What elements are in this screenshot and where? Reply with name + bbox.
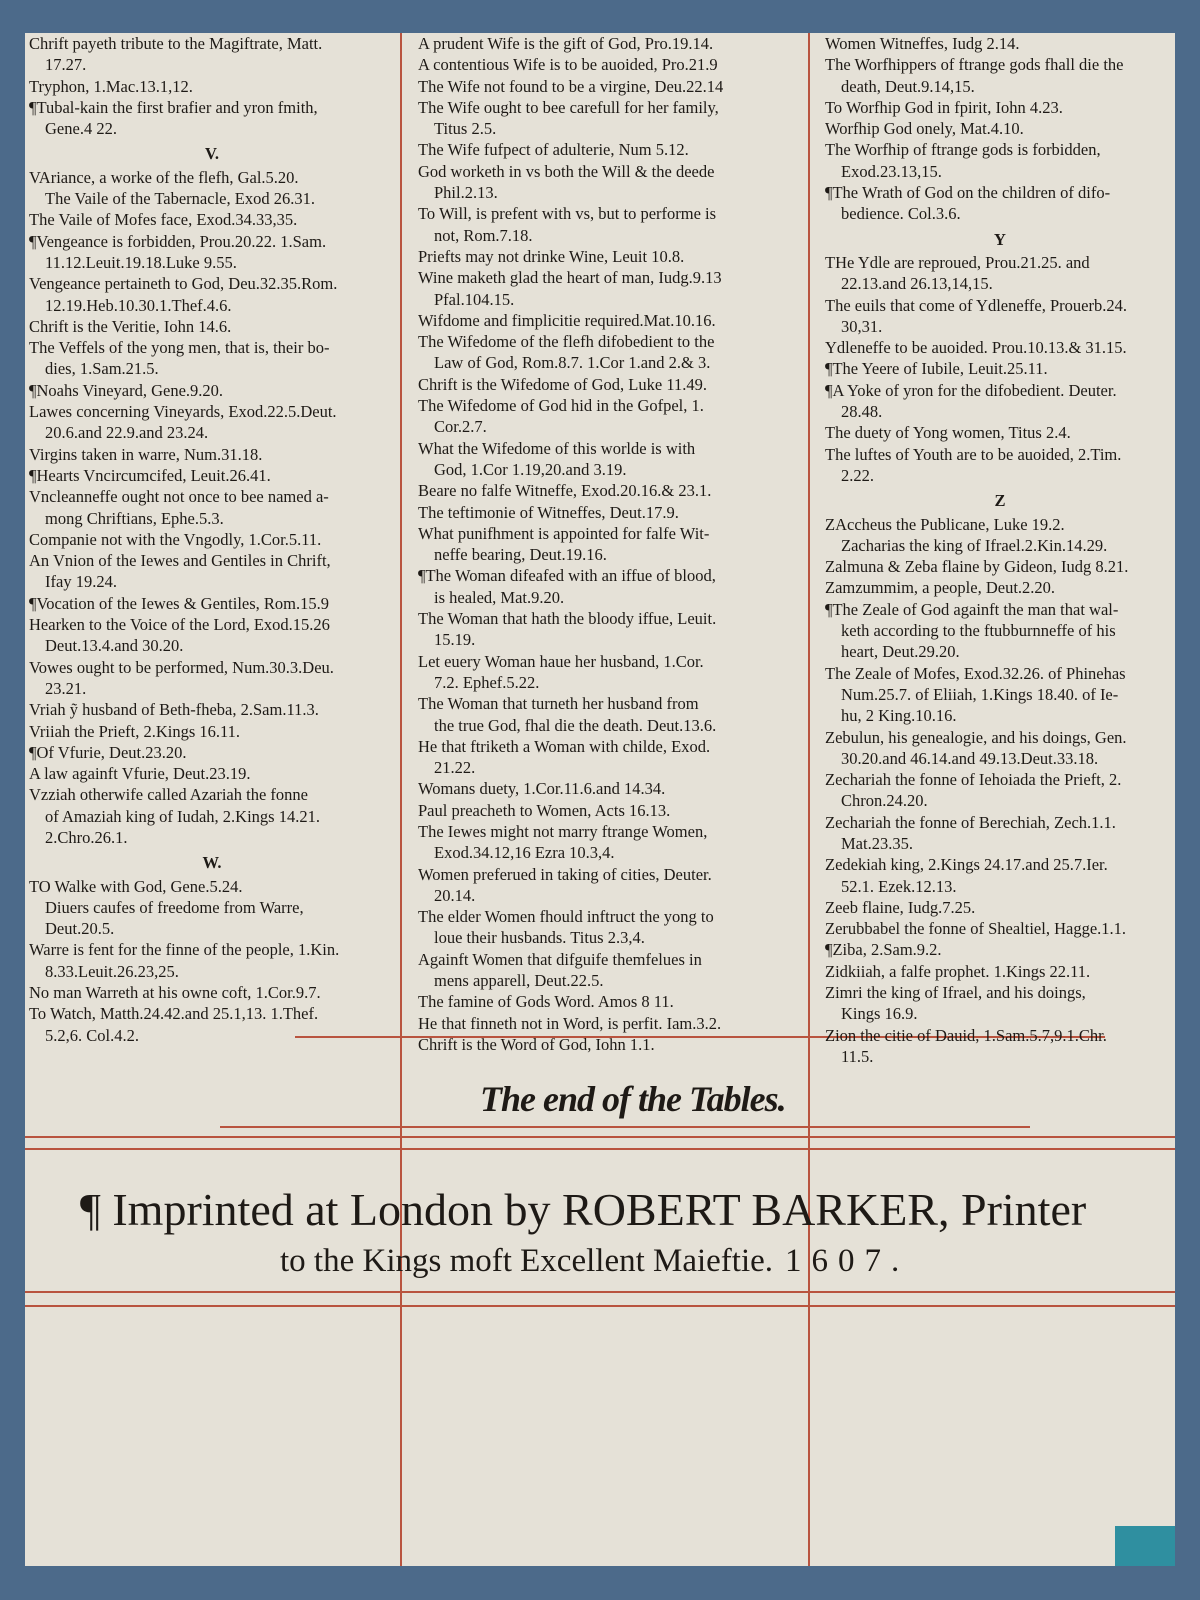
index-entry-line: 17.27. <box>45 55 87 75</box>
index-entry-line: Chrift is the Word of God, Iohn 1.1. <box>418 1034 655 1054</box>
index-entry-line: ¶The Wrath of God on the children of difo- <box>825 183 1111 203</box>
index-entry-line: Wine maketh glad the heart of man, Iudg.9.13 <box>418 268 722 288</box>
index-entry-line: ¶Tubal-kain the first brafier and yron fmith, <box>29 97 318 117</box>
index-entry-line: Wifdome and fimplicitie required.Mat.10.16. <box>418 310 716 330</box>
rule-imprint-bottom-1 <box>25 1291 1175 1293</box>
index-entry-line: Law of God, Rom.8.7. 1.Cor 1.and 2.& 3. <box>434 353 711 373</box>
index-entry-line: Againft Women that difguife themfelues in <box>418 949 702 969</box>
index-entry-line: Vengeance pertaineth to God, Deu.32.35.Rom. <box>29 274 338 294</box>
index-entry-line: mong Chriftians, Ephe.5.3. <box>45 508 224 528</box>
index-entry-line: Let euery Woman haue her husband, 1.Cor. <box>418 651 704 671</box>
end-of-tables-heading: The end of the Tables. <box>480 1079 786 1119</box>
index-entry-line: The Zeale of Mofes, Exod.32.26. of Phinehas <box>825 663 1126 683</box>
index-entry-line: loue their husbands. Titus 2.3,4. <box>434 928 645 948</box>
index-entry-line: God, 1.Cor 1.19,20.and 3.19. <box>434 459 627 479</box>
index-entry-line: The famine of Gods Word. Amos 8 11. <box>418 992 674 1012</box>
index-entry-line: is healed, Mat.9.20. <box>434 587 565 607</box>
index-entry-line: Beare no falfe Witneffe, Exod.20.16.& 23.1. <box>418 481 712 501</box>
index-entry-line: The duety of Yong women, Titus 2.4. <box>825 423 1071 443</box>
index-entry-line: Chron.24.20. <box>841 791 928 811</box>
index-entry-line: The luftes of Youth are to be auoided, 2.Tim. <box>825 444 1122 464</box>
index-entry-line: dies, 1.Sam.21.5. <box>45 359 159 379</box>
index-entry-line: neffe bearing, Deut.19.16. <box>434 545 607 565</box>
index-entry-line: The Wifedome of God hid in the Gofpel, 1. <box>418 396 704 416</box>
index-entry-line: The euils that come of Ydleneffe, Prouerb.24. <box>825 295 1127 315</box>
imprint-dedication: to the Kings moft Excellent Maieftie. <box>280 1243 774 1279</box>
index-entry-line: ¶Hearts Vncircumcifed, Leuit.26.41. <box>29 465 271 485</box>
index-entry-line: Mat.23.35. <box>841 833 913 853</box>
index-entry-line: 30.20.and 46.14.and 49.13.Deut.33.18. <box>841 748 1099 768</box>
index-entry-line: The elder Women fhould inftruct the yong to <box>418 907 714 927</box>
index-entry-line: of Amaziah king of Iudah, 2.Kings 14.21. <box>45 806 320 826</box>
imprint-line-1: ¶ Imprinted at London by ROBERT BARKER, Printer <box>80 1184 1087 1235</box>
index-entry-line: A prudent Wife is the gift of God, Pro.19.14. <box>418 34 714 53</box>
letter-section-heading: Z <box>994 491 1006 511</box>
index-entry-line: 2.22. <box>841 465 874 485</box>
index-entry-line: Women preferued in taking of cities, Deuter. <box>418 864 712 884</box>
index-entry-line: Zimri the king of Ifrael, and his doings, <box>825 983 1086 1003</box>
index-entry-line: 30,31. <box>841 316 883 336</box>
index-entry-line: Gene.4 22. <box>45 119 117 139</box>
index-entry-line: the true God, fhal die the death. Deut.13.6. <box>434 715 717 735</box>
index-entry-line: 20.6.and 22.9.and 23.24. <box>45 423 209 443</box>
index-entry-line: The Vaile of the Tabernacle, Exod 26.31. <box>45 189 315 209</box>
index-entry-line: Vriah ỹ husband of Beth-fheba, 2.Sam.11.3. <box>29 700 319 720</box>
index-entry-line: A law againft Vfurie, Deut.23.19. <box>29 764 251 784</box>
index-entry-line: To Watch, Matth.24.42.and 25.1,13. 1.Thef. <box>29 1004 319 1024</box>
index-entry-line: The Wife not found to be a virgine, Deu.22.14 <box>418 76 724 96</box>
index-entry-line: keth according to the ftubburnneffe of his <box>841 621 1116 641</box>
index-entry-line: Vzziah otherwife called Azariah the fonne <box>29 785 308 805</box>
index-entry-line: ¶The Zeale of God againft the man that wal- <box>825 599 1119 619</box>
index-entry-line: ¶Vengeance is forbidden, Prou.20.22. 1.Sam. <box>29 231 327 251</box>
index-entry-line: Cor.2.7. <box>434 417 487 437</box>
index-entry-line: heart, Deut.29.20. <box>841 642 960 662</box>
index-entry-line: 20.14. <box>434 885 476 905</box>
index-entry-line: Priefts may not drinke Wine, Leuit 10.8. <box>418 246 685 266</box>
index-entry-line: Zebulun, his genealogie, and his doings, Gen. <box>825 727 1127 747</box>
column-rule-left <box>400 33 402 1566</box>
index-entry-line: ¶Noahs Vineyard, Gene.9.20. <box>29 380 224 400</box>
index-entry-line: Vriiah the Prieft, 2.Kings 16.11. <box>29 721 241 741</box>
index-entry-line: 11.5. <box>841 1046 874 1066</box>
index-entry-line: hu, 2 King.10.16. <box>841 706 957 726</box>
rule-imprint-top-2 <box>25 1148 1175 1150</box>
index-entry-line: ¶A Yoke of yron for the difobedient. Deuter. <box>825 380 1117 400</box>
index-entry-line: 52.1. Ezek.12.13. <box>841 876 957 896</box>
index-entry-line: Zacharias the king of Ifrael.2.Kin.14.29. <box>841 535 1108 555</box>
index-entry-line: He that finneth not in Word, is perfit. Iam.3.2. <box>418 1013 722 1033</box>
letter-section-heading: V. <box>205 144 219 164</box>
index-entry-line: Warre is fent for the finne of the people, 1.Kin. <box>29 940 340 960</box>
index-entry-line: Exod.23.13,15. <box>841 161 942 181</box>
index-entry-line: Vowes ought to be performed, Num.30.3.Deu. <box>29 657 334 677</box>
table-surface-corner <box>1115 1526 1175 1566</box>
index-entry-line: 28.48. <box>841 402 883 422</box>
index-entry-line: The Wife ought to bee carefull for her family, <box>418 97 719 117</box>
index-entry-line: Zedekiah king, 2.Kings 24.17.and 25.7.Ier. <box>825 855 1108 875</box>
rule-imprint-top-1 <box>25 1136 1175 1138</box>
index-entry-line: He that ftriketh a Woman with childe, Exod. <box>418 736 711 756</box>
index-entry-line: mens apparell, Deut.22.5. <box>434 971 604 991</box>
index-entry-line: Womans duety, 1.Cor.11.6.and 14.34. <box>418 779 666 799</box>
index-column-1 <box>29 33 395 1046</box>
column-rule-center <box>808 33 810 1566</box>
index-entry-line: The Woman that turneth her husband from <box>418 694 699 714</box>
index-entry-line: 8.33.Leuit.26.23,25. <box>45 961 179 981</box>
index-entry-line: An Vnion of the Iewes and Gentiles in Chrift, <box>29 551 331 571</box>
index-entry-line: 12.19.Heb.10.30.1.Thef.4.6. <box>45 295 232 315</box>
index-entry-line: Zalmuna & Zeba flaine by Gideon, Iudg 8.21. <box>825 557 1129 577</box>
index-entry-line: Pfal.104.15. <box>434 289 515 309</box>
index-entry-line: A contentious Wife is to be auoided, Pro.21.9 <box>418 55 718 75</box>
index-entry-line: The Wife fufpect of adulterie, Num 5.12. <box>418 140 689 160</box>
index-entry-line: Women Witneffes, Iudg 2.14. <box>825 34 1020 53</box>
index-entry-line: ¶The Woman difeafed with an iffue of blood, <box>418 566 716 586</box>
index-entry-line: Virgins taken in warre, Num.31.18. <box>29 444 263 464</box>
index-entry-line: ¶Vocation of the Iewes & Gentiles, Rom.15.9 <box>29 593 329 613</box>
index-entry-line: God worketh in vs both the Will & the deede <box>418 161 715 181</box>
index-entry-line: Ifay 19.24. <box>45 572 117 592</box>
index-column-3 <box>825 33 1175 1067</box>
index-entry-line: 23.21. <box>45 678 87 698</box>
index-entry-line: ¶Ziba, 2.Sam.9.2. <box>825 940 942 960</box>
index-entry-line: TO Walke with God, Gene.5.24. <box>29 876 243 896</box>
index-entry-line: Ydleneffe to be auoided. Prou.10.13.& 31.15. <box>825 338 1127 358</box>
index-entry-line: ZAccheus the Publicane, Luke 19.2. <box>825 514 1065 534</box>
index-entry-line: To Will, is prefent with vs, but to performe is <box>418 204 717 224</box>
index-entry-line: Vncleanneffe ought not once to bee named a- <box>29 487 329 507</box>
index-entry-line: ¶Of Vfurie, Deut.23.20. <box>29 742 187 762</box>
index-entry-line: Hearken to the Voice of the Lord, Exod.15.26 <box>29 615 330 635</box>
index-entry-line: Zamzummim, a people, Deut.2.20. <box>825 578 1056 598</box>
index-entry-line: Zechariah the fonne of Berechiah, Zech.1.1. <box>825 812 1116 832</box>
index-entry-line: 7.2. Ephef.5.22. <box>434 672 540 692</box>
index-entry-line: Phil.2.13. <box>434 183 498 203</box>
index-entry-line: Deut.20.5. <box>45 919 115 939</box>
index-entry-line: The Worfhippers of ftrange gods fhall die the <box>825 55 1124 75</box>
index-entry-line: Zerubbabel the fonne of Shealtiel, Hagge.1.1. <box>825 919 1127 939</box>
index-entry-line: 5.2,6. Col.4.2. <box>45 1025 139 1045</box>
index-entry-line: The Veffels of the yong men, that is, their bo- <box>29 338 330 358</box>
index-entry-line: 15.19. <box>434 630 476 650</box>
index-entry-line: Titus 2.5. <box>434 119 497 139</box>
index-entry-line: VAriance, a worke of the flefh, Gal.5.20. <box>29 167 299 187</box>
index-entry-line: The Iewes might not marry ftrange Women, <box>418 821 708 841</box>
index-entry-line: Paul preacheth to Women, Acts 16.13. <box>418 800 671 820</box>
index-entry-line: Worfhip God onely, Mat.4.10. <box>825 119 1024 139</box>
index-entry-line: Zechariah the fonne of Iehoiada the Prieft, 2. <box>825 770 1122 790</box>
index-entry-line: The Worfhip of ftrange gods is forbidden, <box>825 140 1101 160</box>
index-entry-line: not, Rom.7.18. <box>434 225 533 245</box>
index-entry-line: ¶The Yeere of Iubile, Leuit.25.11. <box>825 359 1048 379</box>
index-entry-line: Chrift is the Veritie, Iohn 14.6. <box>29 316 232 336</box>
rule-end-tables-bottom <box>220 1126 1030 1128</box>
index-entry-line: Chrift is the Wifedome of God, Luke 11.49. <box>418 374 707 394</box>
index-entry-line: What the Wifedome of this worlde is with <box>418 438 696 458</box>
index-entry-line: Zeeb flaine, Iudg.7.25. <box>825 897 976 917</box>
index-entry-line: Chrift payeth tribute to the Magiftrate, Matt. <box>29 34 323 53</box>
index-entry-line: The Vaile of Mofes face, Exod.34.33,35. <box>29 210 298 230</box>
index-entry-line: What punifhment is appointed for falfe Wit- <box>418 523 710 543</box>
index-column-2 <box>418 33 800 1055</box>
index-entry-line: Tryphon, 1.Mac.13.1,12. <box>29 76 193 96</box>
index-entry-line: Lawes concerning Vineyards, Exod.22.5.Deut. <box>29 402 337 422</box>
index-entry-line: bedience. Col.3.6. <box>841 204 961 224</box>
letter-section-heading: W. <box>202 853 222 873</box>
index-entry-line: Zidkiiah, a falfe prophet. 1.Kings 22.11. <box>825 961 1091 981</box>
index-entry-line: The Woman that hath the bloody iffue, Leuit. <box>418 609 717 629</box>
index-entry-line: Diuers caufes of freedome from Warre, <box>45 897 304 917</box>
index-entry-line: The teftimonie of Witneffes, Deut.17.9. <box>418 502 679 522</box>
imprint-year: 1607. <box>785 1243 910 1279</box>
letter-section-heading: Y <box>994 229 1006 249</box>
index-entry-line: 21.22. <box>434 758 476 778</box>
book-page <box>25 33 1175 1566</box>
index-entry-line: 22.13.and 26.13,14,15. <box>841 274 993 294</box>
index-entry-line: Zion the citie of Dauid, 1.Sam.5.7,9.1.Chr. <box>825 1025 1107 1045</box>
index-entry-line: Num.25.7. of Eliiah, 1.Kings 18.40. of Ie- <box>841 684 1119 704</box>
index-entry-line: 2.Chro.26.1. <box>45 827 128 847</box>
index-entry-line: No man Warreth at his owne coft, 1.Cor.9.7. <box>29 983 321 1003</box>
index-entry-line: To Worfhip God in fpirit, Iohn 4.23. <box>825 97 1063 117</box>
index-entry-line: Deut.13.4.and 30.20. <box>45 636 184 656</box>
index-entry-line: THe Ydle are reproued, Prou.21.25. and <box>825 252 1090 272</box>
imprint-line-2 <box>280 1243 909 1280</box>
index-entry-line: The Wifedome of the flefh difobedient to the <box>418 332 715 352</box>
index-entry-line: Kings 16.9. <box>841 1004 918 1024</box>
index-entry-line: 11.12.Leuit.19.18.Luke 9.55. <box>45 252 237 272</box>
index-entry-line: death, Deut.9.14,15. <box>841 76 975 96</box>
index-entry-line: Exod.34.12,16 Ezra 10.3,4. <box>434 843 615 863</box>
index-entry-line: Companie not with the Vngodly, 1.Cor.5.11. <box>29 529 322 549</box>
rule-imprint-bottom-2 <box>25 1305 1175 1307</box>
